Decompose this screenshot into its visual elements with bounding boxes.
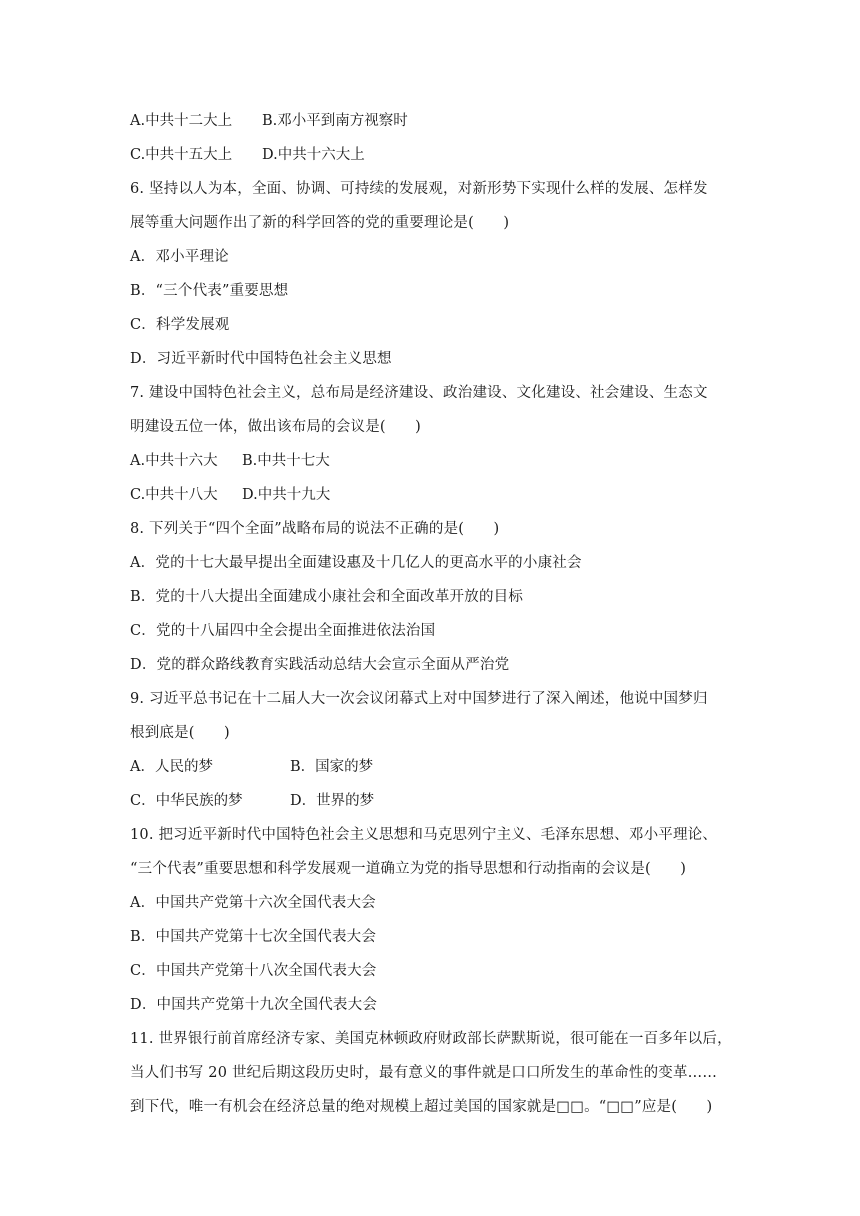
q9-stem-line-2: 根到底是( ): [130, 725, 230, 741]
q6-option-a: A．邓小平理论: [130, 249, 229, 265]
q6-stem-line-2: 展等重大问题作出了新的科学回答的党的重要理论是( ): [130, 215, 510, 231]
q8-option-c: C．党的十八届四中全会提出全面推进依法治国: [130, 623, 436, 639]
q7-stem-line-2: 明建设五位一体，做出该布局的会议是( ): [130, 419, 422, 435]
q8-option-a: A．党的十七大最早提出全面建设惠及十几亿人的更高水平的小康社会: [130, 555, 582, 571]
q6-option-b: B．“三个代表”重要思想: [130, 283, 289, 299]
q5-options-row-1: [130, 104, 730, 138]
q5-option-d: D.中共十六大上: [262, 147, 365, 163]
q7-option-c: C.中共十八大: [130, 487, 218, 503]
q8-option-b: B．党的十八大提出全面建成小康社会和全面改革开放的目标: [130, 589, 524, 605]
q8-option-d: D．党的群众路线教育实践活动总结大会宣示全面从严治党: [130, 657, 510, 673]
q7-option-d: D.中共十九大: [242, 487, 331, 503]
q5-option-c: C.中共十五大上: [130, 147, 233, 163]
q6-option-d: D．习近平新时代中国特色社会主义思想: [130, 351, 392, 367]
q5-option-b: B.邓小平到南方视察时: [262, 113, 408, 129]
q7-option-b: B.中共十七大: [242, 453, 330, 469]
q8-stem-line-1: 8. 下列关于“四个全面”战略布局的说法不正确的是( ): [130, 521, 500, 537]
q9-options-row-1: [130, 750, 730, 784]
q5-option-a: A.中共十二大上: [130, 113, 233, 129]
q7-option-a: A.中共十六大: [130, 453, 218, 469]
q6-stem-line-1: 6. 坚持以人为本，全面、协调、可持续的发展观，对新形势下实现什么样的发展、怎样发: [130, 181, 708, 197]
exam-page: [130, 104, 730, 1124]
q11-stem-line-2: 当人们书写 20 世纪后期这段历史时，最有意义的事件就是口口所发生的革命性的变革……: [130, 1065, 718, 1081]
q10-option-b: B．中国共产党第十七次全国代表大会: [130, 929, 377, 945]
q9-options-row-2: [130, 784, 730, 818]
q9-option-c: C．中华民族的梦: [130, 793, 243, 809]
q10-stem-line-1: 10. 把习近平新时代中国特色社会主义思想和马克思列宁主义、毛泽东思想、邓小平理论、: [130, 827, 718, 843]
q10-option-d: D．中国共产党第十九次全国代表大会: [130, 997, 378, 1013]
q9-stem-line-1: 9. 习近平总书记在十二届人大一次会议闭幕式上对中国梦进行了深入阐述，他说中国梦归: [130, 691, 708, 707]
q11-stem-line-1: 11. 世界银行前首席经济专家、美国克林顿政府财政部长萨默斯说，很可能在一百多年以后，: [130, 1031, 732, 1047]
q7-options-row-2: [130, 478, 730, 512]
q5-options-row-2: [130, 138, 730, 172]
q10-option-c: C．中国共产党第十八次全国代表大会: [130, 963, 377, 979]
q10-stem-line-2: “三个代表”重要思想和科学发展观一道确立为党的指导思想和行动指南的会议是( ): [130, 861, 687, 877]
q6-option-c: C．科学发展观: [130, 317, 230, 333]
q9-option-b: B．国家的梦: [290, 759, 374, 775]
q9-option-a: A．人民的梦: [130, 759, 213, 775]
q7-options-row-1: [130, 444, 730, 478]
q9-option-d: D．世界的梦: [290, 793, 375, 809]
q7-stem-line-1: 7. 建设中国特色社会主义，总布局是经济建设、政治建设、文化建设、社会建设、生态文: [130, 385, 708, 401]
q11-stem-line-3: 到下代，唯一有机会在经济总量的绝对规模上超过美国的国家就是□□。“□□”应是( ): [130, 1099, 713, 1115]
q10-option-a: A．中国共产党第十六次全国代表大会: [130, 895, 376, 911]
